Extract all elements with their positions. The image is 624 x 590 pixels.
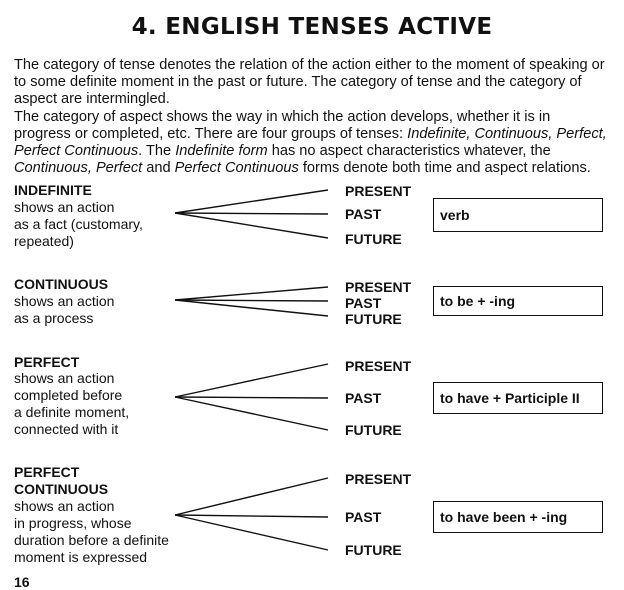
tense-past: PAST — [345, 206, 382, 222]
tense-past: PAST — [345, 295, 382, 311]
page-number: 16 — [14, 574, 30, 590]
indefinite-line-present — [175, 190, 328, 213]
indefinite-line-future — [175, 213, 328, 238]
group-description: shows an action as a fact (customary, repeated) — [14, 199, 143, 249]
perfect-line-future — [175, 397, 328, 430]
perfect-line-present — [175, 364, 328, 397]
perfect-continuous-line-past — [175, 515, 328, 517]
formula-box: to be + -ing — [433, 286, 603, 316]
perfect-line-past — [175, 397, 328, 398]
perfect-continuous-line-present — [175, 478, 328, 515]
tense-present: PRESENT — [345, 183, 412, 199]
intro-paragraph-2: The category of aspect shows the way in which the action develops, whether it is in progress or completed, etc. There are four groups of tenses: Indefinite, Continuous, Perfect, Perfect Continuous. The Indefinite form has no aspect characteristics whatever, the Continuous, Perfect and Perfect Continuous forms denote both time and aspect relations. — [14, 108, 607, 177]
group-description: shows an action in progress, whose duration before a definite moment is expressed — [14, 498, 169, 565]
group-name: INDEFINITE — [14, 182, 92, 198]
formula-box: to have + Participle II — [433, 382, 603, 414]
tense-future: FUTURE — [345, 542, 402, 558]
tense-present: PRESENT — [345, 471, 412, 487]
tense-present: PRESENT — [345, 279, 412, 295]
tense-future: FUTURE — [345, 231, 402, 247]
formula-box: verb — [433, 198, 603, 232]
tense-past: PAST — [345, 390, 382, 406]
continuous-line-present — [175, 287, 328, 300]
group-description: shows an action as a process — [14, 293, 115, 326]
group-name: CONTINUOUS — [14, 276, 109, 292]
formula-box: to have been + -ing — [433, 501, 603, 533]
group-description: shows an action completed before a definite moment, connected with it — [14, 370, 130, 437]
tense-future: FUTURE — [345, 311, 402, 327]
continuous-line-future — [175, 300, 328, 316]
intro-paragraph-1: The category of tense denotes the relation of the action either to the moment of speaking or to some definite moment in the past or future. The category of tense and the category of aspect are intermingled. — [14, 57, 605, 108]
perfect-continuous-line-future — [175, 515, 328, 550]
indefinite-line-past — [175, 213, 328, 214]
group-name: PERFECT — [14, 354, 80, 370]
continuous-line-past — [175, 300, 328, 301]
group-name: PERFECT CONTINUOUS — [14, 464, 109, 497]
tense-past: PAST — [345, 509, 382, 525]
page-title: 4. ENGLISH TENSES ACTIVE — [131, 14, 493, 40]
tense-present: PRESENT — [345, 358, 412, 374]
tense-future: FUTURE — [345, 422, 402, 438]
